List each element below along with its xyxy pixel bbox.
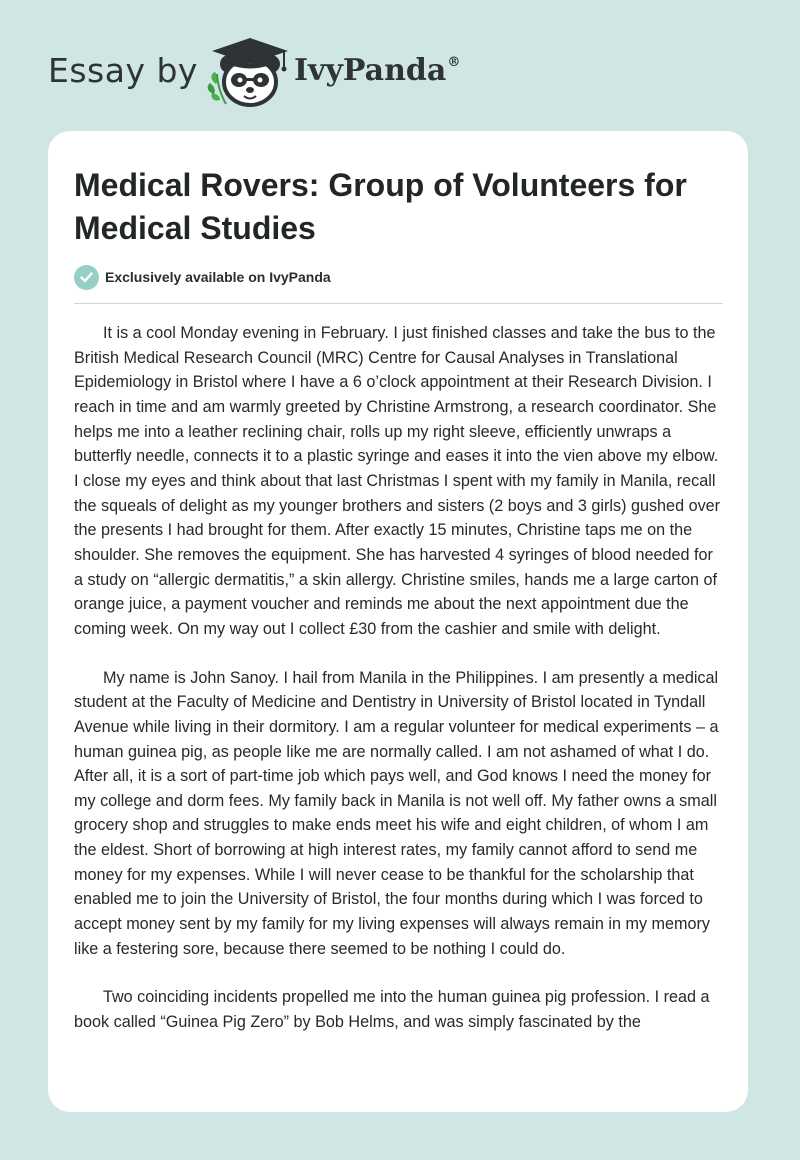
exclusive-badge-label: Exclusively available on IvyPanda	[105, 269, 331, 285]
brand-name-text: IvyPanda	[294, 53, 447, 88]
essay-body	[74, 321, 726, 1059]
paragraph: My name is John Sanoy. I hail from Manila in the Philippines. I am presently a medical student at the Faculty of Medicine and Dentistry in University of Bristol located in Tyndall Avenue while living in their dormitory. I am a regular volunteer for medical experiments – a human guinea pig, as people like me are normally called. I am not ashamed of what I do. After all, it is a sort of part-time job which pays well, and God knows I need the money for my college and dorm fees. My family back in Manila is not well off. My father owns a small grocery shop and struggles to make ends meet his wife and eight children, of whom I am the eldest. Short of borrowing at high interest rates, my family cannot afford to send me money for my expenses. While I will never cease to be thankful for the scholarship that enabled me to join the University of Bristol, the four months during which I was forced to accept money sent by my family for my living expenses will always remain in my memory like a festering sore, because there seemed to be nothing I could do.	[74, 668, 719, 958]
essay-card	[48, 131, 748, 1112]
brand-name[interactable]	[294, 53, 460, 88]
site-header	[48, 34, 548, 114]
essay-by-label: Essay by	[48, 51, 198, 90]
check-circle-icon	[74, 265, 99, 290]
divider	[74, 303, 723, 304]
exclusive-badge	[74, 264, 331, 290]
paragraph: Two coinciding incidents propelled me into the human guinea pig profession. I read a book called “Guinea Pig Zero” by Bob Helms, and was simply fascinated by the	[74, 988, 710, 1032]
paragraph: It is a cool Monday evening in February. I just finished classes and take the bus to the British Medical Research Council (MRC) Centre for Causal Analyses in Translational Epidemiology in Bristol where I have a 6 o’clock appointment at their Research Division. I reach in time and am warmly greeted by Christine Armstrong, a research coordinator. She helps me into a leather reclining chair, rolls up my right sleeve, efficiently unwraps a butterfly needle, connects it to a plastic syringe and eases it into the vien above my elbow. I close my eyes and think about that last Christmas I spent with my family in Manila, recall the squeals of delight as my younger brothers and sisters (2 boys and 3 girls) gushed over the presents I had brought for them. After exactly 15 minutes, Christine taps me on the shoulder. She removes the equipment. She has harvested 4 syringes of blood needed for a study on “allergic dermatitis,” a skin allergy. Christine smiles, hands me a large carton of orange juice, a payment voucher and reminds me about the next appointment due the coming week. On my way out I collect £30 from the cashier and smile with delight.	[74, 324, 721, 638]
panda-graduate-logo-icon[interactable]	[204, 34, 294, 110]
registered-mark: ®	[447, 55, 461, 70]
essay-title: Medical Rovers: Group of Volunteers for Medical Studies	[74, 167, 687, 246]
